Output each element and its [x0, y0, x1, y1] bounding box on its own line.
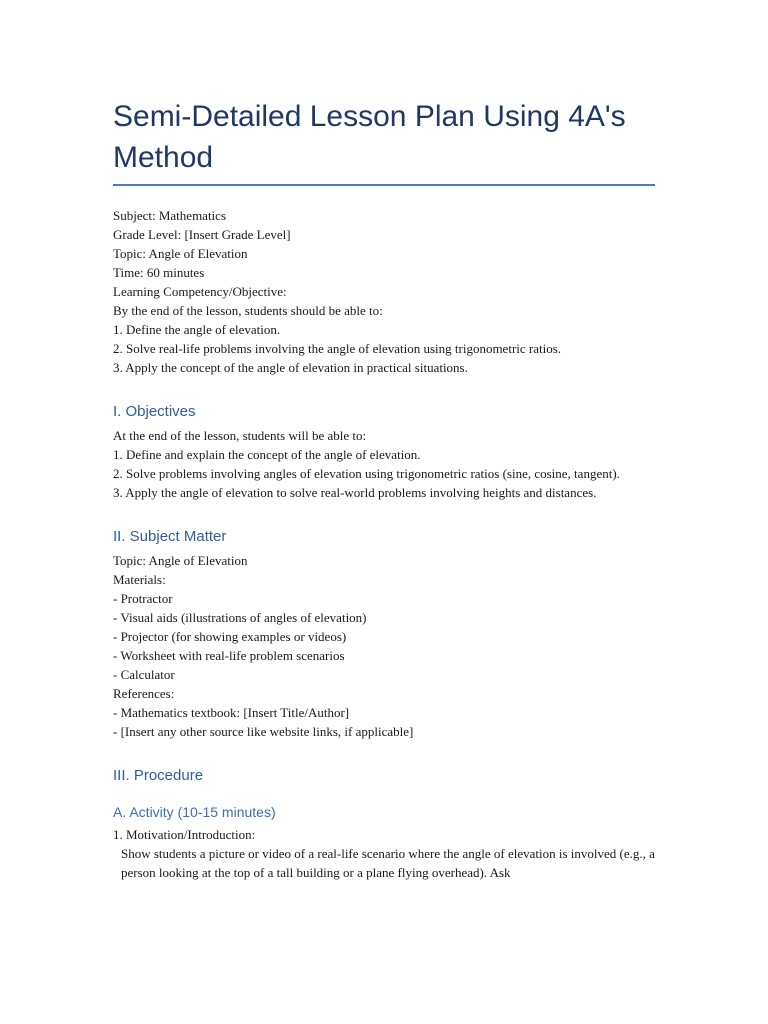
subject-matter-line: - [Insert any other source like website links, if applicable] [113, 724, 414, 739]
activity-line: 1. Motivation/Introduction: [113, 827, 256, 842]
objective-line: 3. Apply the angle of elevation to solve real-world problems involving heights and distances. [113, 485, 597, 500]
header-line: 2. Solve real-life problems involving the angle of elevation using trigonometric ratios. [113, 341, 562, 356]
header-line: Time: 60 minutes [113, 265, 205, 280]
header-line: Grade Level: [Insert Grade Level] [113, 227, 291, 242]
subject-matter-line: - Mathematics textbook: [Insert Title/Author] [113, 705, 350, 720]
header-line: 3. Apply the concept of the angle of elevation in practical situations. [113, 360, 468, 375]
document-title: Semi-Detailed Lesson Plan Using 4A's Method [113, 100, 626, 174]
document-page [113, 96, 658, 882]
activity-heading: A. Activity (10-15 minutes) [113, 804, 276, 820]
subject-matter-line: - Worksheet with real-life problem scenarios [113, 648, 345, 663]
lesson-header-info [113, 206, 658, 377]
objective-line: 2. Solve problems involving angles of elevation using trigonometric ratios (sine, cosine, tangent). [113, 466, 620, 481]
subject-matter-line: References: [113, 686, 175, 701]
subject-matter-line: - Calculator [113, 667, 175, 682]
header-line: Subject: Mathematics [113, 208, 227, 223]
objectives-section [113, 426, 658, 502]
activity-paragraph: Show students a picture or video of a real-life scenario where the angle of elevation is involved (e.g., a person looking at the top of a tall building or a plane flying overhead). Ask [121, 846, 655, 880]
header-line: By the end of the lesson, students should be able to: [113, 303, 383, 318]
objective-line: At the end of the lesson, students will be able to: [113, 428, 367, 443]
activity-section [113, 825, 658, 882]
objectives-heading: I. Objectives [113, 403, 196, 420]
procedure-heading: III. Procedure [113, 767, 204, 784]
subject-matter-heading: II. Subject Matter [113, 528, 227, 545]
subject-matter-line: Topic: Angle of Elevation [113, 553, 248, 568]
subject-matter-line: - Visual aids (illustrations of angles of elevation) [113, 610, 367, 625]
header-line: Learning Competency/Objective: [113, 284, 287, 299]
subject-matter-line: Materials: [113, 572, 166, 587]
subject-matter-section [113, 551, 658, 741]
header-line: 1. Define the angle of elevation. [113, 322, 281, 337]
objective-line: 1. Define and explain the concept of the angle of elevation. [113, 447, 421, 462]
title-underline [113, 184, 655, 186]
subject-matter-line: - Protractor [113, 591, 173, 606]
header-line: Topic: Angle of Elevation [113, 246, 248, 261]
subject-matter-line: - Projector (for showing examples or videos) [113, 629, 347, 644]
